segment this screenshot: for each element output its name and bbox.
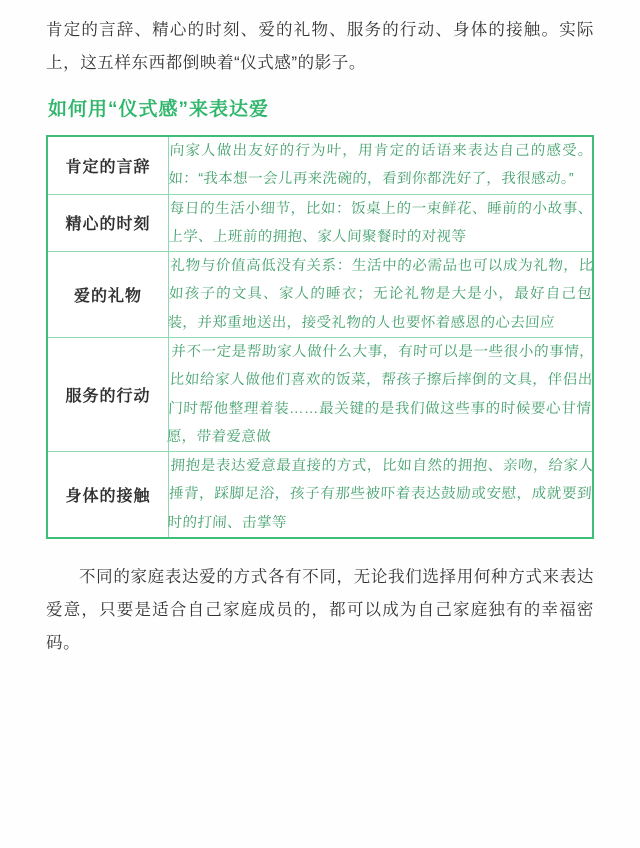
row-body-text: 礼物与价值高低没有关系：生活中的必需品也可以成为礼物，比如孩子的文具、家人的睡衣；无论礼物是大是小，最好自己包装，并郑重地送出，接受礼物的人也要怀着感恩的心去回应 <box>167 258 594 331</box>
outro-text: 不同的家庭表达爱的方式各有不同，无论我们选择用何种方式来表达爱意，只要是适合自己家庭成员的，都可以成为自己家庭独有的幸福密码。 <box>46 567 594 652</box>
row-body-text: 每日的生活小细节，比如：饭桌上的一束鲜花、睡前的小故事、上学、上班前的拥抱、家人间聚餐时的对视等 <box>167 200 594 245</box>
row-label: 服务的行动 <box>47 337 169 451</box>
row-body <box>166 337 595 451</box>
outro-paragraph <box>46 561 594 660</box>
row-label: 身体的接触 <box>47 451 169 537</box>
table-row <box>47 194 593 252</box>
love-expression-table <box>46 135 594 539</box>
intro-paragraph <box>46 14 594 80</box>
row-label: 精心的时刻 <box>47 194 169 252</box>
row-body-text: 拥抱是表达爱意最直接的方式，比如自然的拥抱、亲吻，给家人捶背，踩脚足浴，孩子有那些被吓着表达鼓励或安慰，成就要到时的打闹、击掌等 <box>167 457 594 531</box>
intro-text: 肯定的言辞、精心的时刻、爱的礼物、服务的行动、身体的接触。实际上，这五样东西都倒映着“仪式感”的影子。 <box>46 21 594 72</box>
row-label: 爱的礼物 <box>47 252 169 338</box>
section-title: 如何用“仪式感”来表达爱 <box>48 99 270 120</box>
table-row <box>47 136 593 194</box>
row-body-text: 并不一定是帮助家人做什么大事，有时可以是一些很小的事情，比如给家人做他们喜欢的饭菜，帮孩子擦后摔倒的文具，伴侣出门时帮他整理着装……最关键的是我们做这些事的时候要心甘情愿，带着爱意做 <box>166 343 595 445</box>
table-row <box>47 252 593 338</box>
table-row <box>47 451 593 537</box>
row-body-text: 向家人做出友好的行为叶，用肯定的话语来表达自己的感受。如：“我本想一会儿再来洗碗的，看到你都洗好了，我很感动。” <box>167 143 594 188</box>
row-label: 肯定的言辞 <box>47 136 169 194</box>
row-body <box>169 252 594 338</box>
row-body <box>169 136 594 194</box>
row-body <box>169 194 594 252</box>
row-body <box>169 451 594 537</box>
table-row <box>47 337 593 451</box>
